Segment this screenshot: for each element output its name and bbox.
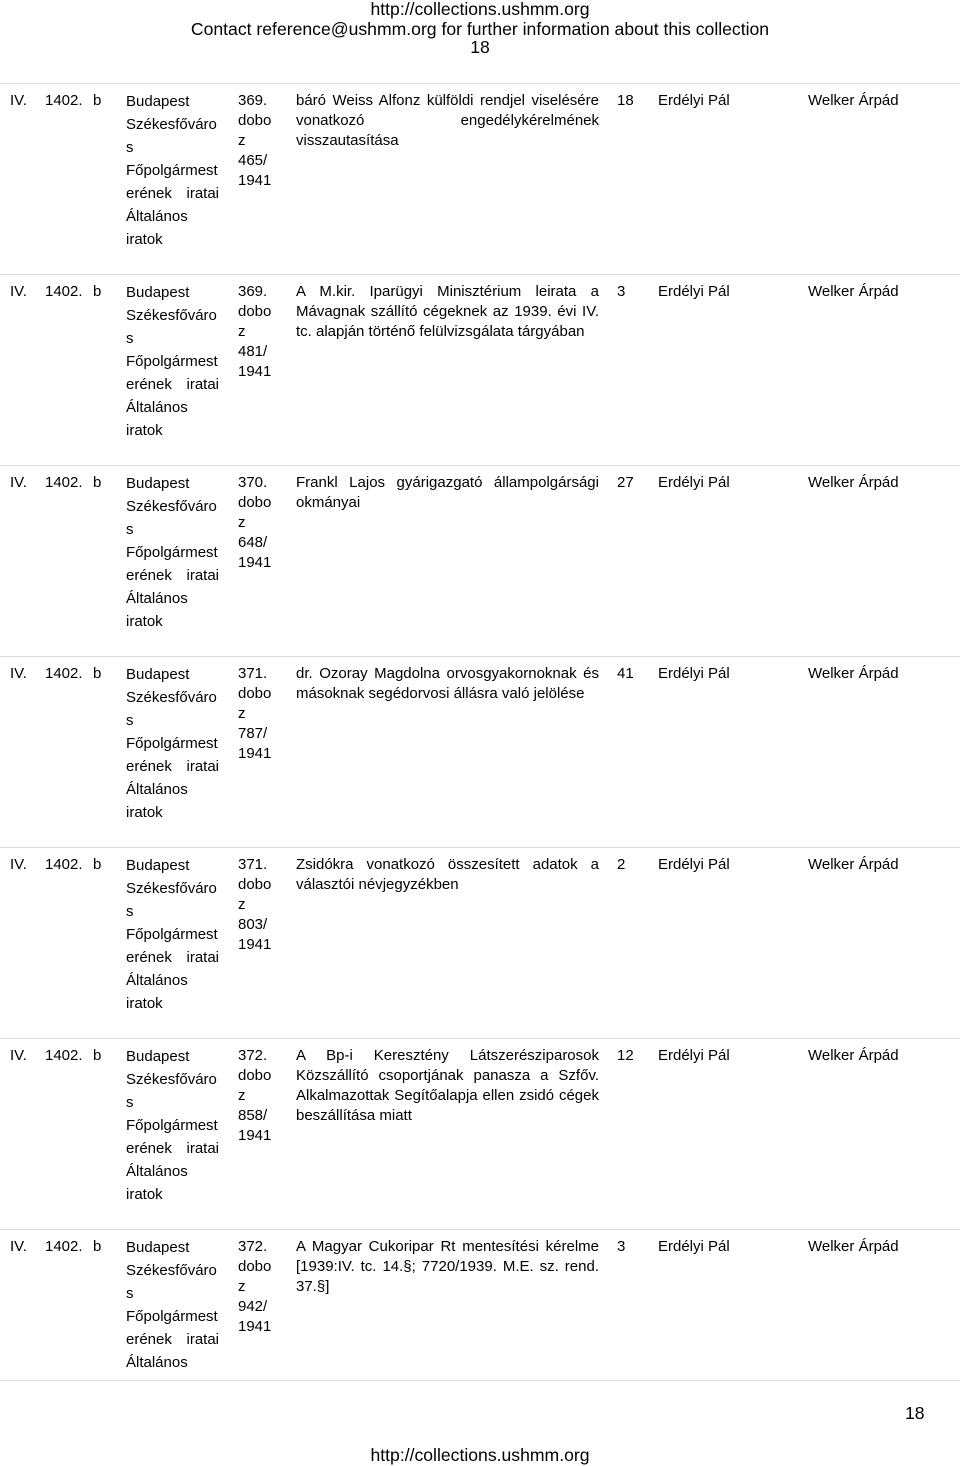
- box-file-line: 371.: [238, 665, 268, 682]
- box-file-line: dobo: [238, 876, 272, 893]
- box-file-line: 1941: [238, 363, 272, 380]
- box-file-line: z: [238, 514, 246, 531]
- creator-line: Budapest: [126, 857, 190, 874]
- processor-cell: Erdélyi Pál: [658, 92, 730, 109]
- processor-cell: Erdélyi Pál: [658, 1238, 730, 1255]
- record-group-cell: IV.: [10, 1047, 27, 1064]
- box-file-line: 858/: [238, 1107, 268, 1124]
- creator-line: Székesfőváro: [126, 307, 217, 324]
- reviewer-cell: Welker Árpád: [808, 474, 899, 491]
- description-line: Közszállító csoportjának panasza a Szfőv.: [296, 1067, 599, 1084]
- box-file-line: z: [238, 705, 246, 722]
- description-cell: [296, 282, 599, 342]
- description-line: báró Weiss Alfonz külföldi rendjel viselésére: [296, 92, 599, 109]
- table-row: [0, 847, 960, 1038]
- box-file-line: dobo: [238, 685, 272, 702]
- creator-line: erének iratai: [126, 1331, 219, 1348]
- creator-line: iratok: [126, 613, 163, 630]
- creator-line: s: [126, 1094, 134, 1111]
- reviewer-cell: Welker Árpád: [808, 1047, 899, 1064]
- box-file-cell: [238, 473, 280, 573]
- description-line: Zsidókra vonatkozó összesített adatok a: [296, 856, 599, 873]
- creator-line: erének iratai: [126, 758, 219, 775]
- reviewer-cell: Welker Árpád: [808, 856, 899, 873]
- box-file-line: z: [238, 1087, 246, 1104]
- box-file-line: 1941: [238, 1318, 272, 1335]
- footer-page-number: 18: [905, 1403, 925, 1423]
- creator-cell: [126, 854, 219, 1015]
- description-line: Alkalmazottak Segítőalapja ellen zsidó cégek: [296, 1087, 599, 1104]
- creator-line: erének iratai: [126, 949, 219, 966]
- page-count-cell: 2: [617, 856, 626, 873]
- creator-line: Főpolgármest: [126, 1308, 218, 1325]
- box-file-cell: [238, 282, 280, 382]
- box-file-line: z: [238, 1278, 246, 1295]
- creator-line: Budapest: [126, 475, 190, 492]
- description-line: beszállítása miatt: [296, 1107, 412, 1124]
- description-cell: [296, 1046, 599, 1126]
- creator-line: Főpolgármest: [126, 926, 218, 943]
- table-row: [0, 1229, 960, 1381]
- creator-line: Általános: [126, 1163, 188, 1180]
- creator-line: s: [126, 330, 134, 347]
- table-row: [0, 274, 960, 465]
- box-file-line: dobo: [238, 303, 272, 320]
- processor-cell: Erdélyi Pál: [658, 856, 730, 873]
- creator-line: Budapest: [126, 1048, 190, 1065]
- creator-line: iratok: [126, 422, 163, 439]
- creator-line: Székesfőváro: [126, 116, 217, 133]
- creator-line: iratok: [126, 231, 163, 248]
- box-file-line: 803/: [238, 916, 268, 933]
- box-file-cell: [238, 1046, 280, 1146]
- description-line: A Magyar Cukoripar Rt mentesítési kérelme: [296, 1238, 599, 1255]
- series-cell: b: [93, 665, 102, 682]
- creator-line: Székesfőváro: [126, 498, 217, 515]
- box-file-line: 371.: [238, 856, 268, 873]
- record-group-cell: IV.: [10, 283, 27, 300]
- processor-cell: Erdélyi Pál: [658, 665, 730, 682]
- description-line: tc. alapján történő felülvizsgálata tárgyában: [296, 323, 585, 340]
- page-count-cell: 18: [617, 92, 634, 109]
- record-group-cell: IV.: [10, 92, 27, 109]
- description-line: dr. Ozoray Magdolna orvosgyakornoknak és: [296, 665, 599, 682]
- box-file-line: dobo: [238, 494, 272, 511]
- fond-number-cell: 1402.: [45, 1238, 83, 1255]
- box-file-line: 1941: [238, 936, 272, 953]
- creator-line: Székesfőváro: [126, 689, 217, 706]
- box-file-line: 372.: [238, 1238, 268, 1255]
- box-file-cell: [238, 91, 280, 191]
- creator-line: Budapest: [126, 284, 190, 301]
- page-count-cell: 12: [617, 1047, 634, 1064]
- box-file-line: 481/: [238, 343, 268, 360]
- record-group-cell: IV.: [10, 1238, 27, 1255]
- reviewer-cell: Welker Árpád: [808, 92, 899, 109]
- description-line: vonatkozó engedélykérelmének: [296, 112, 599, 129]
- box-file-line: 942/: [238, 1298, 268, 1315]
- creator-line: Főpolgármest: [126, 1117, 218, 1134]
- box-file-line: z: [238, 132, 246, 149]
- description-line: [1939:IV. tc. 14.§; 7720/1939. M.E. sz. rend.: [296, 1258, 599, 1275]
- record-group-cell: IV.: [10, 856, 27, 873]
- description-line: A Bp-i Keresztény Látszerésziparosok: [296, 1047, 599, 1064]
- creator-line: iratok: [126, 995, 163, 1012]
- header-page-number: 18: [470, 37, 490, 57]
- series-cell: b: [93, 283, 102, 300]
- series-cell: b: [93, 1047, 102, 1064]
- box-file-line: 369.: [238, 92, 268, 109]
- fond-number-cell: 1402.: [45, 665, 83, 682]
- fond-number-cell: 1402.: [45, 283, 83, 300]
- page-count-cell: 27: [617, 474, 634, 491]
- creator-line: Székesfőváro: [126, 1262, 217, 1279]
- footer-url: http://collections.ushmm.org: [370, 1445, 590, 1465]
- page-count-cell: 3: [617, 283, 626, 300]
- description-cell: [296, 1237, 599, 1297]
- creator-line: Budapest: [126, 1239, 190, 1256]
- description-line: visszautasítása: [296, 132, 399, 149]
- processor-cell: Erdélyi Pál: [658, 283, 730, 300]
- creator-line: Általános: [126, 208, 188, 225]
- box-file-line: 465/: [238, 152, 268, 169]
- creator-cell: [126, 1045, 219, 1206]
- box-file-line: 1941: [238, 554, 272, 571]
- fond-number-cell: 1402.: [45, 1047, 83, 1064]
- creator-line: s: [126, 903, 134, 920]
- creator-line: Általános: [126, 590, 188, 607]
- series-cell: b: [93, 92, 102, 109]
- description-cell: [296, 473, 599, 513]
- box-file-line: 787/: [238, 725, 268, 742]
- description-cell: [296, 664, 599, 704]
- table-row: [0, 83, 960, 274]
- description-line: 37.§]: [296, 1278, 330, 1295]
- fond-number-cell: 1402.: [45, 474, 83, 491]
- processor-cell: Erdélyi Pál: [658, 1047, 730, 1064]
- fond-number-cell: 1402.: [45, 92, 83, 109]
- page-count-cell: 3: [617, 1238, 626, 1255]
- creator-line: erének iratai: [126, 185, 219, 202]
- series-cell: b: [93, 1238, 102, 1255]
- description-line: választói névjegyzékben: [296, 876, 459, 893]
- box-file-line: 1941: [238, 172, 272, 189]
- box-file-line: 372.: [238, 1047, 268, 1064]
- description-line: okmányai: [296, 494, 361, 511]
- box-file-line: 648/: [238, 534, 268, 551]
- record-group-cell: IV.: [10, 474, 27, 491]
- description-line: Frankl Lajos gyárigazgató állampolgársági: [296, 474, 599, 491]
- description-cell: [296, 855, 599, 895]
- creator-line: Székesfőváro: [126, 880, 217, 897]
- creator-line: s: [126, 1285, 134, 1302]
- table-row: [0, 656, 960, 847]
- record-group-cell: IV.: [10, 665, 27, 682]
- reviewer-cell: Welker Árpád: [808, 1238, 899, 1255]
- header-contact-line: Contact reference@ushmm.org for further information about this collection: [190, 19, 770, 39]
- page-count-cell: 41: [617, 665, 634, 682]
- series-cell: b: [93, 856, 102, 873]
- box-file-line: 1941: [238, 1127, 272, 1144]
- creator-line: Főpolgármest: [126, 353, 218, 370]
- box-file-cell: [238, 1237, 280, 1337]
- table-row: [0, 1038, 960, 1229]
- creator-cell: [126, 663, 219, 824]
- creator-line: s: [126, 139, 134, 156]
- processor-cell: Erdélyi Pál: [658, 474, 730, 491]
- description-line: A M.kir. Iparügyi Minisztérium leirata a: [296, 283, 599, 300]
- description-line: Mávagnak szállító cégeknek az 1939. évi IV.: [296, 303, 599, 320]
- box-file-line: 1941: [238, 745, 272, 762]
- description-cell: [296, 91, 599, 151]
- creator-cell: [126, 1236, 219, 1374]
- creator-cell: [126, 90, 219, 251]
- creator-line: erének iratai: [126, 1140, 219, 1157]
- creator-line: erének iratai: [126, 376, 219, 393]
- creator-line: Általános: [126, 1354, 188, 1371]
- header-url: http://collections.ushmm.org: [370, 0, 590, 19]
- reviewer-cell: Welker Árpád: [808, 665, 899, 682]
- box-file-line: dobo: [238, 1067, 272, 1084]
- box-file-line: 369.: [238, 283, 268, 300]
- creator-line: Székesfőváro: [126, 1071, 217, 1088]
- creator-line: Budapest: [126, 666, 190, 683]
- box-file-cell: [238, 855, 280, 955]
- box-file-line: 370.: [238, 474, 268, 491]
- description-line: másoknak segédorvosi állásra való jelölése: [296, 685, 585, 702]
- fond-number-cell: 1402.: [45, 856, 83, 873]
- creator-line: iratok: [126, 1186, 163, 1203]
- box-file-line: z: [238, 896, 246, 913]
- creator-line: Főpolgármest: [126, 162, 218, 179]
- reviewer-cell: Welker Árpád: [808, 283, 899, 300]
- creator-line: iratok: [126, 804, 163, 821]
- creator-cell: [126, 472, 219, 633]
- creator-line: s: [126, 712, 134, 729]
- creator-cell: [126, 281, 219, 442]
- box-file-line: z: [238, 323, 246, 340]
- creator-line: Budapest: [126, 93, 190, 110]
- creator-line: Általános: [126, 972, 188, 989]
- table-row: [0, 465, 960, 656]
- series-cell: b: [93, 474, 102, 491]
- creator-line: erének iratai: [126, 567, 219, 584]
- box-file-line: dobo: [238, 112, 272, 129]
- creator-line: Főpolgármest: [126, 735, 218, 752]
- creator-line: s: [126, 521, 134, 538]
- creator-line: Általános: [126, 399, 188, 416]
- box-file-cell: [238, 664, 280, 764]
- creator-line: Főpolgármest: [126, 544, 218, 561]
- creator-line: Általános: [126, 781, 188, 798]
- box-file-line: dobo: [238, 1258, 272, 1275]
